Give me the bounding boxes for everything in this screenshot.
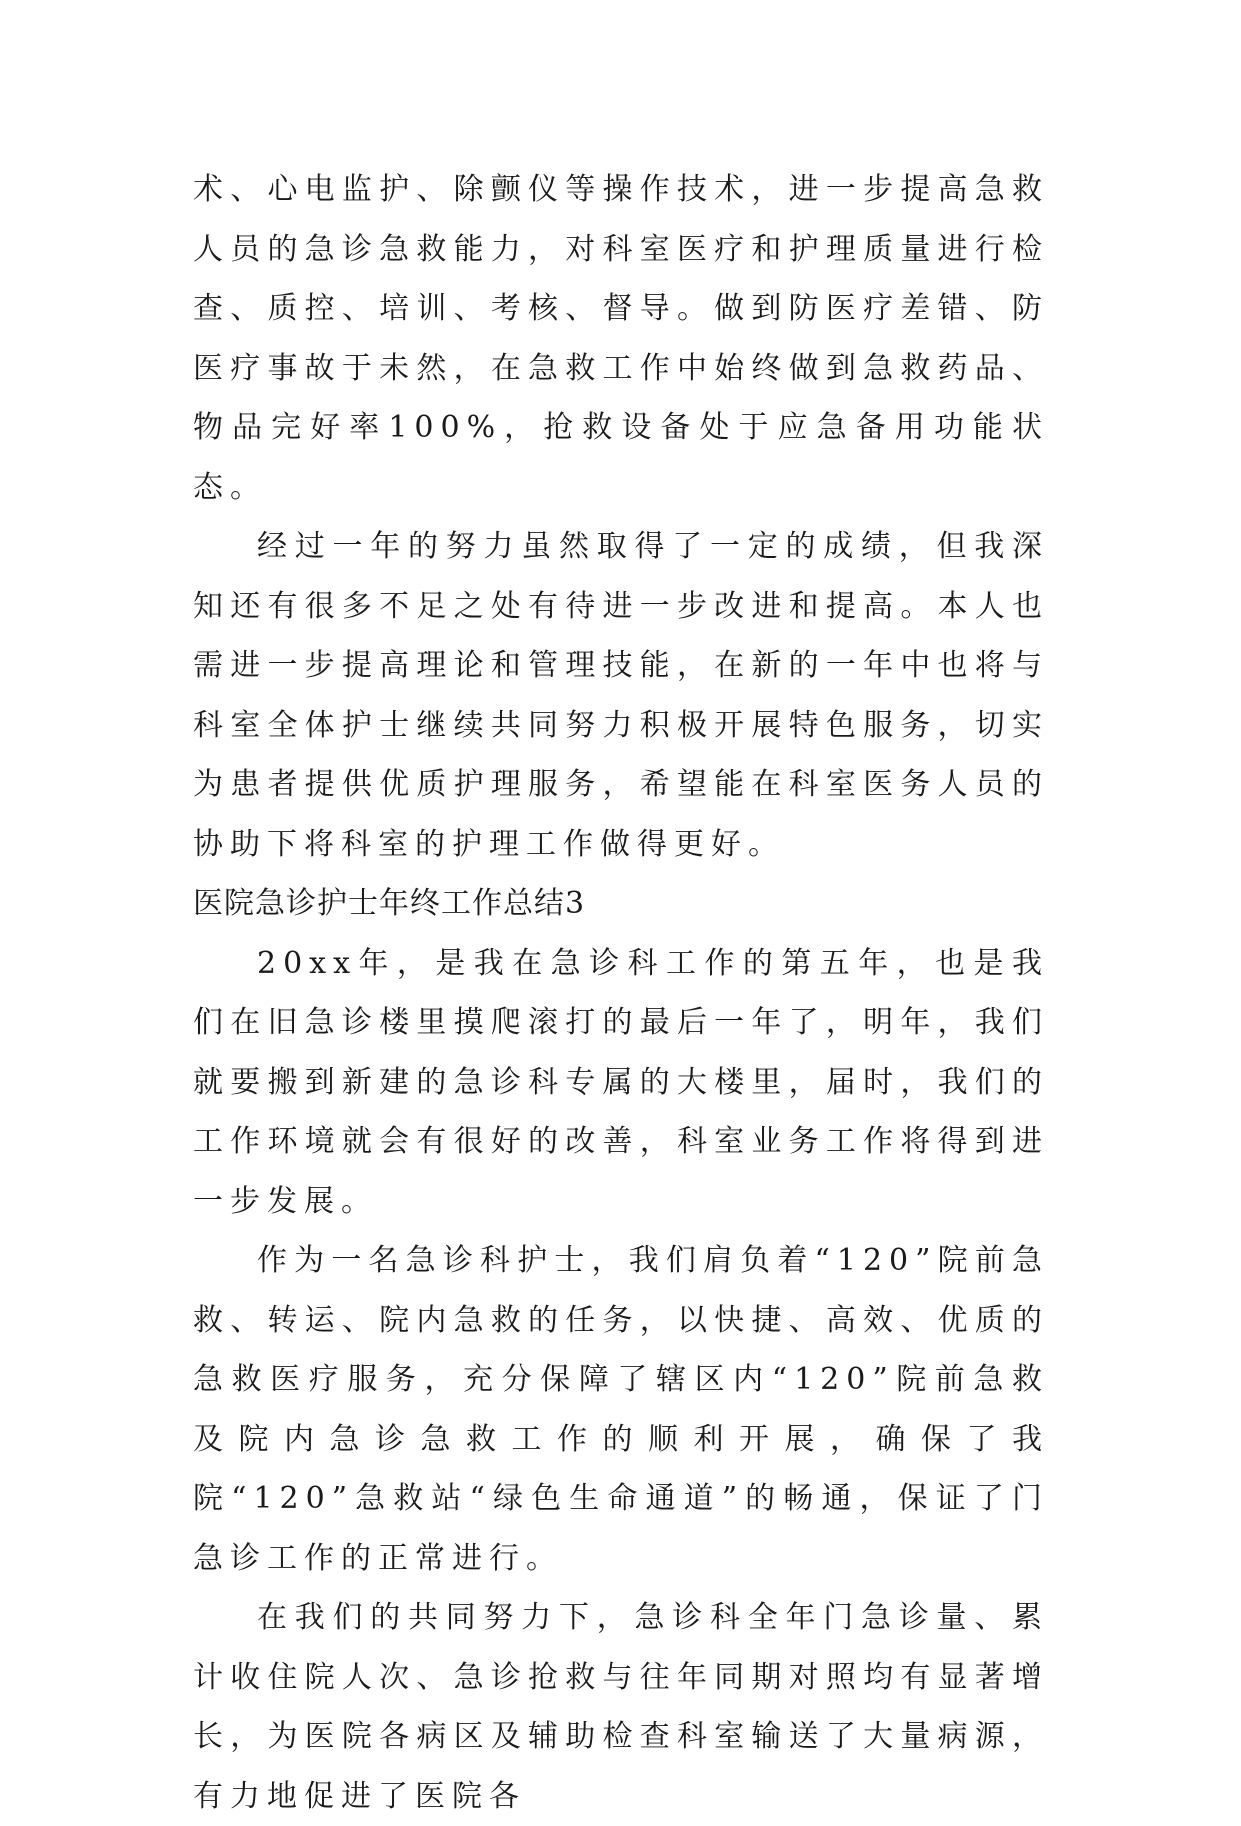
paragraph-fifth-year: 20xx年，是我在急诊科工作的第五年，也是我们在旧急诊楼里摸爬滚打的最后一年了，明年，我们就要搬到新建的急诊科专属的大楼里，届时，我们的工作环境就会有很好的改善，科室业务工作将得到进一步发展。 <box>193 945 1049 1219</box>
section-heading: 医院急诊护士年终工作总结3 <box>193 886 586 921</box>
paragraph-120-duty: 作为一名急诊科护士，我们肩负着“120”院前急救、转运、院内急救的任务，以快捷、高效、优质的急救医疗服务，充分保障了辖区内“120”院前急救及院内急诊急救工作的顺利开展，确保了我院“120”急救站“绿色生命通道”的畅通，保证了门急诊工作的正常进行。 <box>193 1243 1049 1576</box>
document-body <box>193 160 1049 1826</box>
paragraph-year-review: 经过一年的努力虽然取得了一定的成绩，但我深知还有很多不足之处有待进一步改进和提高。本人也需进一步提高理论和管理技能，在新的一年中也将与科室全体护士继续共同努力积极开展特色服务，切实为患者提供优质护理服务，希望能在科室医务人员的协助下将科室的护理工作做得更好。 <box>193 529 1049 862</box>
paragraph-emergency-skills: 术、心电监护、除颤仪等操作技术，进一步提高急救人员的急诊急救能力，对科室医疗和护理质量进行检查、质控、培训、考核、督导。做到防医疗差错、防医疗事故于未然，在急救工作中始终做到急救药品、物品完好率100%，抢救设备处于应急备用功能状态。 <box>193 172 1049 505</box>
paragraph-joint-effort: 在我们的共同努力下，急诊科全年门急诊量、累计收住院人次、急诊抢救与往年同期对照均有显著增长，为医院各病区及辅助检查科室输送了大量病源，有力地促进了医院各 <box>193 1600 1049 1814</box>
